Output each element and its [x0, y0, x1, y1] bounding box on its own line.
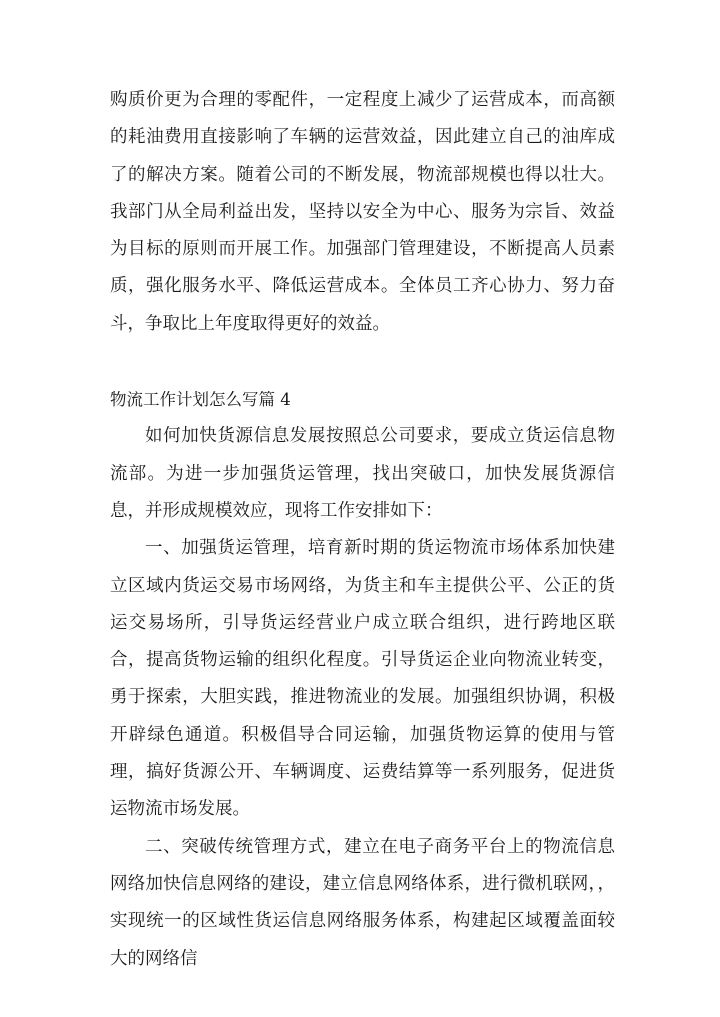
intro-paragraph: 如何加快货源信息发展按照总公司要求，要成立货运信息物流部。为进一步加强货运管理，找出突破口，加快发展货源信息，并形成规模效应，现将工作安排如下：: [110, 426, 615, 521]
point-one-paragraph: 一、加强货运管理，培育新时期的货运物流市场体系加快建立区域内货运交易市场网络，为货主和车主提供公平、公正的货运交易场所，引导货运经营业户成立联合组织，进行跨地区联合，提高货物运输的组织化程度。引导货运企业向物流业转变，勇于探索，大胆实践，推进物流业的发展。加强组织协调，积极开辟绿色通道。积极倡导合同运输，加强货物运算的使用与管理，搞好货源公开、车辆调度、运费结算等一系列服务，促进货运物流市场发展。: [110, 538, 615, 820]
point-two-paragraph: 二、突破传统管理方式，建立在电子商务平台上的物流信息网络加快信息网络的建设，建立信息网络体系，进行微机联网，，实现统一的区域性货运信息网络服务体系，构建起区域覆盖面较大的网络信: [110, 836, 615, 969]
continuation-paragraph: 购质价更为合理的零配件，一定程度上减少了运营成本，而高额的耗油费用直接影响了车辆的运营效益，因此建立自己的油库成了的解决方案。随着公司的不断发展，物流部规模也得以壮大。我部门从全局利益出发，坚持以安全为中心、服务为宗旨、效益为目标的原则而开展工作。加强部门管理建设，不断提高人员素质，强化服务水平、降低运营成本。全体员工齐心协力、努力奋斗，争取比上年度取得更好的效益。: [110, 90, 615, 334]
section-heading: 物流工作计划怎么写篇 4: [110, 390, 291, 410]
document-page: [110, 82, 615, 978]
section-spacer: [110, 343, 615, 381]
